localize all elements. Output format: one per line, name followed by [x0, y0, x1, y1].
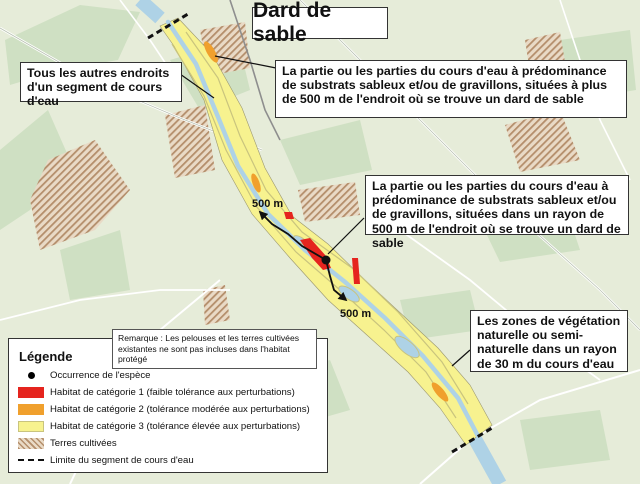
scale-label-upstream: 500 m [252, 198, 284, 210]
cultivated-field [298, 182, 360, 222]
callout-vegetation-30m: Les zones de végétation naturelle ou semi-naturelle dans un rayon de 30 m du cours d'eau [470, 310, 628, 372]
legend-item-occurrence [18, 369, 151, 381]
category-2-swatch-icon [18, 403, 44, 415]
legend-item-category-3 [18, 420, 300, 432]
legend-label: Limite du segment de cours d'eau [50, 454, 194, 466]
cultivated-hatch-icon [18, 437, 44, 449]
category-3-swatch-icon [18, 420, 44, 432]
legend-label: Habitat de catégorie 2 (tolérance modérée aux perturbations) [50, 403, 310, 415]
callout-segment-remainder: Tous les autres endroits d'un segment de cours d'eau [20, 62, 182, 102]
legend-title: Légende [19, 349, 73, 364]
legend-item-segment-limit [18, 454, 194, 466]
map-title: Dard de sable [252, 7, 388, 39]
occurrence-dot-icon [18, 369, 44, 381]
remark-note: Remarque : Les pelouses et les terres cultivées existantes ne sont pas incluses dans l'habitat protégé [112, 329, 317, 369]
legend-item-category-2 [18, 403, 310, 415]
legend-label: Terres cultivées [50, 437, 117, 449]
species-occurrence-point [322, 256, 331, 265]
cultivated-field [505, 110, 580, 172]
dashed-line-icon [18, 454, 44, 466]
legend-label: Occurrence de l'espèce [50, 369, 151, 381]
legend-item-category-1 [18, 386, 295, 398]
legend-item-cultivated [18, 437, 117, 449]
callout-sand-within-500m: La partie ou les parties du cours d'eau à prédominance de substrats sableux et/ou de gravillons, situées dans un rayon de 500 m de l'endroit où se trouve un dard de sable [365, 175, 629, 235]
scale-label-downstream: 500 m [340, 308, 372, 320]
legend-label: Habitat de catégorie 3 (tolérance élevée aux perturbations) [50, 420, 301, 432]
legend-label: Habitat de catégorie 1 (faible tolérance aux perturbations) [50, 386, 295, 398]
category-1-swatch-icon [18, 386, 44, 398]
callout-sand-beyond-500m: La partie ou les parties du cours d'eau à prédominance de substrats sableux et/ou de gravillons, situées à plus de 500 m de l'endroit où se trouve un dard de sable [275, 60, 627, 118]
